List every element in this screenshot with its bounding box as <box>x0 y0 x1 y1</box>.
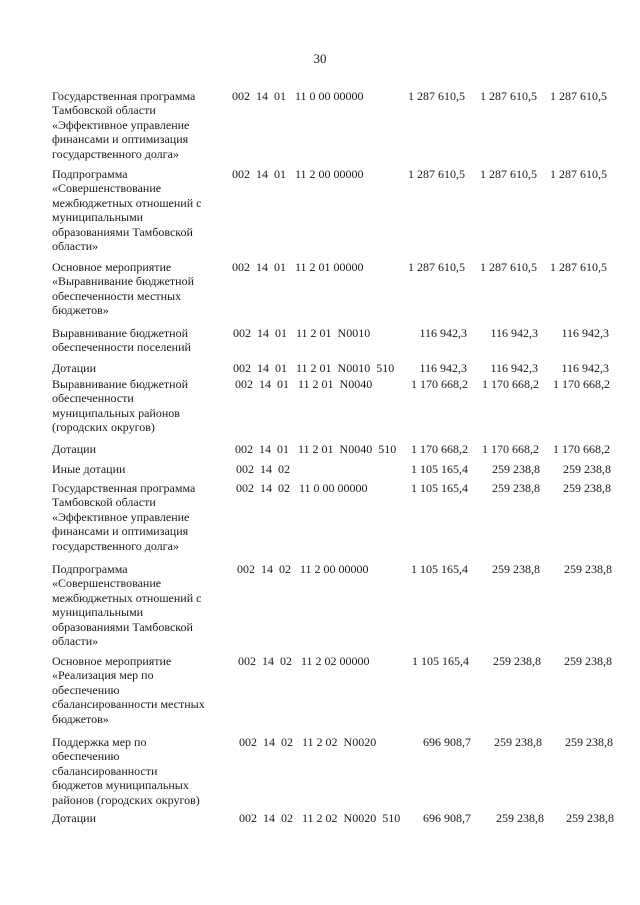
row-code: 002 14 01 11 2 01 N0040 <box>235 377 373 391</box>
row-amount-3: 116 942,3 <box>561 361 609 375</box>
row-name: Государственная программа Тамбовской области «Эффективное управление финансами и оптимизация государственного долга» <box>52 481 196 553</box>
row-amount-1: 116 942,3 <box>419 361 467 375</box>
row-amount-3: 259 238,8 <box>564 654 612 668</box>
row-amount-3: 1 170 668,2 <box>553 377 610 391</box>
row-amount-2: 259 238,8 <box>494 735 542 749</box>
row-code: 002 14 01 11 2 01 N0010 <box>233 326 371 340</box>
row-amount-2: 116 942,3 <box>490 361 538 375</box>
row-amount-2: 259 238,8 <box>496 811 544 825</box>
row-amount-3: 259 238,8 <box>564 562 612 576</box>
row-code: 002 14 01 11 2 01 00000 <box>232 260 364 274</box>
row-code: 002 14 01 11 2 01 N0010 510 <box>233 361 395 375</box>
row-code: 002 14 01 11 2 01 N0040 510 <box>235 442 397 456</box>
row-amount-3: 259 238,8 <box>563 462 611 476</box>
row-amount-1: 1 287 610,5 <box>408 89 465 103</box>
row-amount-3: 1 170 668,2 <box>553 442 610 456</box>
row-amount-2: 116 942,3 <box>490 326 538 340</box>
row-name: Выравнивание бюджетной обеспеченности муниципальных районов (городских округов) <box>52 377 189 435</box>
row-name: Подпрограмма «Совершенствование межбюджетных отношений с муниципальными образованиями Тамбовской области» <box>52 167 202 254</box>
row-amount-1: 1 105 165,4 <box>411 481 468 495</box>
row-code: 002 14 02 11 2 00 00000 <box>237 562 369 576</box>
row-amount-2: 259 238,8 <box>492 481 540 495</box>
row-amount-2: 259 238,8 <box>492 562 540 576</box>
row-amount-1: 696 908,7 <box>423 811 471 825</box>
row-amount-2: 1 170 668,2 <box>482 442 539 456</box>
page-number: 30 <box>313 51 327 66</box>
row-amount-1: 116 942,3 <box>419 326 467 340</box>
row-amount-2: 1 287 610,5 <box>480 167 537 181</box>
row-amount-3: 259 238,8 <box>563 481 611 495</box>
row-code: 002 14 01 11 2 00 00000 <box>232 167 364 181</box>
row-name: Основное мероприятие «Выравнивание бюджетной обеспеченности местных бюджетов» <box>52 260 195 318</box>
row-amount-1: 1 105 165,4 <box>412 654 469 668</box>
row-code: 002 14 02 11 2 02 N0020 <box>239 735 377 749</box>
row-name: Дотации <box>52 442 97 456</box>
row-amount-1: 1 170 668,2 <box>411 377 468 391</box>
row-amount-2: 259 238,8 <box>492 462 540 476</box>
row-code: 002 14 02 11 2 02 00000 <box>238 654 370 668</box>
row-amount-2: 1 287 610,5 <box>480 260 537 274</box>
row-amount-3: 116 942,3 <box>561 326 609 340</box>
row-amount-3: 1 287 610,5 <box>550 89 607 103</box>
row-name: Поддержка мер по обеспечению сбалансированности бюджетов муниципальных районов (городских округов) <box>52 735 200 807</box>
row-name: Подпрограмма «Совершенствование межбюджетных отношений с муниципальными образованиями Тамбовской области» <box>52 562 202 649</box>
row-amount-2: 1 287 610,5 <box>480 89 537 103</box>
row-amount-1: 1 105 165,4 <box>411 562 468 576</box>
row-code: 002 14 02 11 2 02 N0020 510 <box>239 811 401 825</box>
row-name: Государственная программа Тамбовской области «Эффективное управление финансами и оптимизация государственного долга» <box>52 89 196 161</box>
row-name: Основное мероприятие «Реализация мер по обеспечению сбалансированности местных бюджетов» <box>52 654 205 726</box>
row-name: Выравнивание бюджетной обеспеченности поселений <box>52 326 191 355</box>
row-amount-2: 259 238,8 <box>493 654 541 668</box>
row-amount-3: 1 287 610,5 <box>550 167 607 181</box>
row-name: Дотации <box>52 811 97 825</box>
row-name: Дотации <box>52 361 97 375</box>
row-amount-1: 1 105 165,4 <box>411 462 468 476</box>
row-amount-3: 259 238,8 <box>565 735 613 749</box>
row-code: 002 14 01 11 0 00 00000 <box>232 89 364 103</box>
row-code: 002 14 02 11 0 00 00000 <box>236 481 368 495</box>
row-code: 002 14 02 <box>236 462 290 476</box>
row-amount-3: 259 238,8 <box>566 811 614 825</box>
row-amount-3: 1 287 610,5 <box>550 260 607 274</box>
row-amount-1: 1 287 610,5 <box>408 167 465 181</box>
row-amount-1: 1 170 668,2 <box>411 442 468 456</box>
row-amount-1: 696 908,7 <box>423 735 471 749</box>
row-amount-2: 1 170 668,2 <box>482 377 539 391</box>
row-amount-1: 1 287 610,5 <box>408 260 465 274</box>
row-name: Иные дотации <box>52 462 126 476</box>
